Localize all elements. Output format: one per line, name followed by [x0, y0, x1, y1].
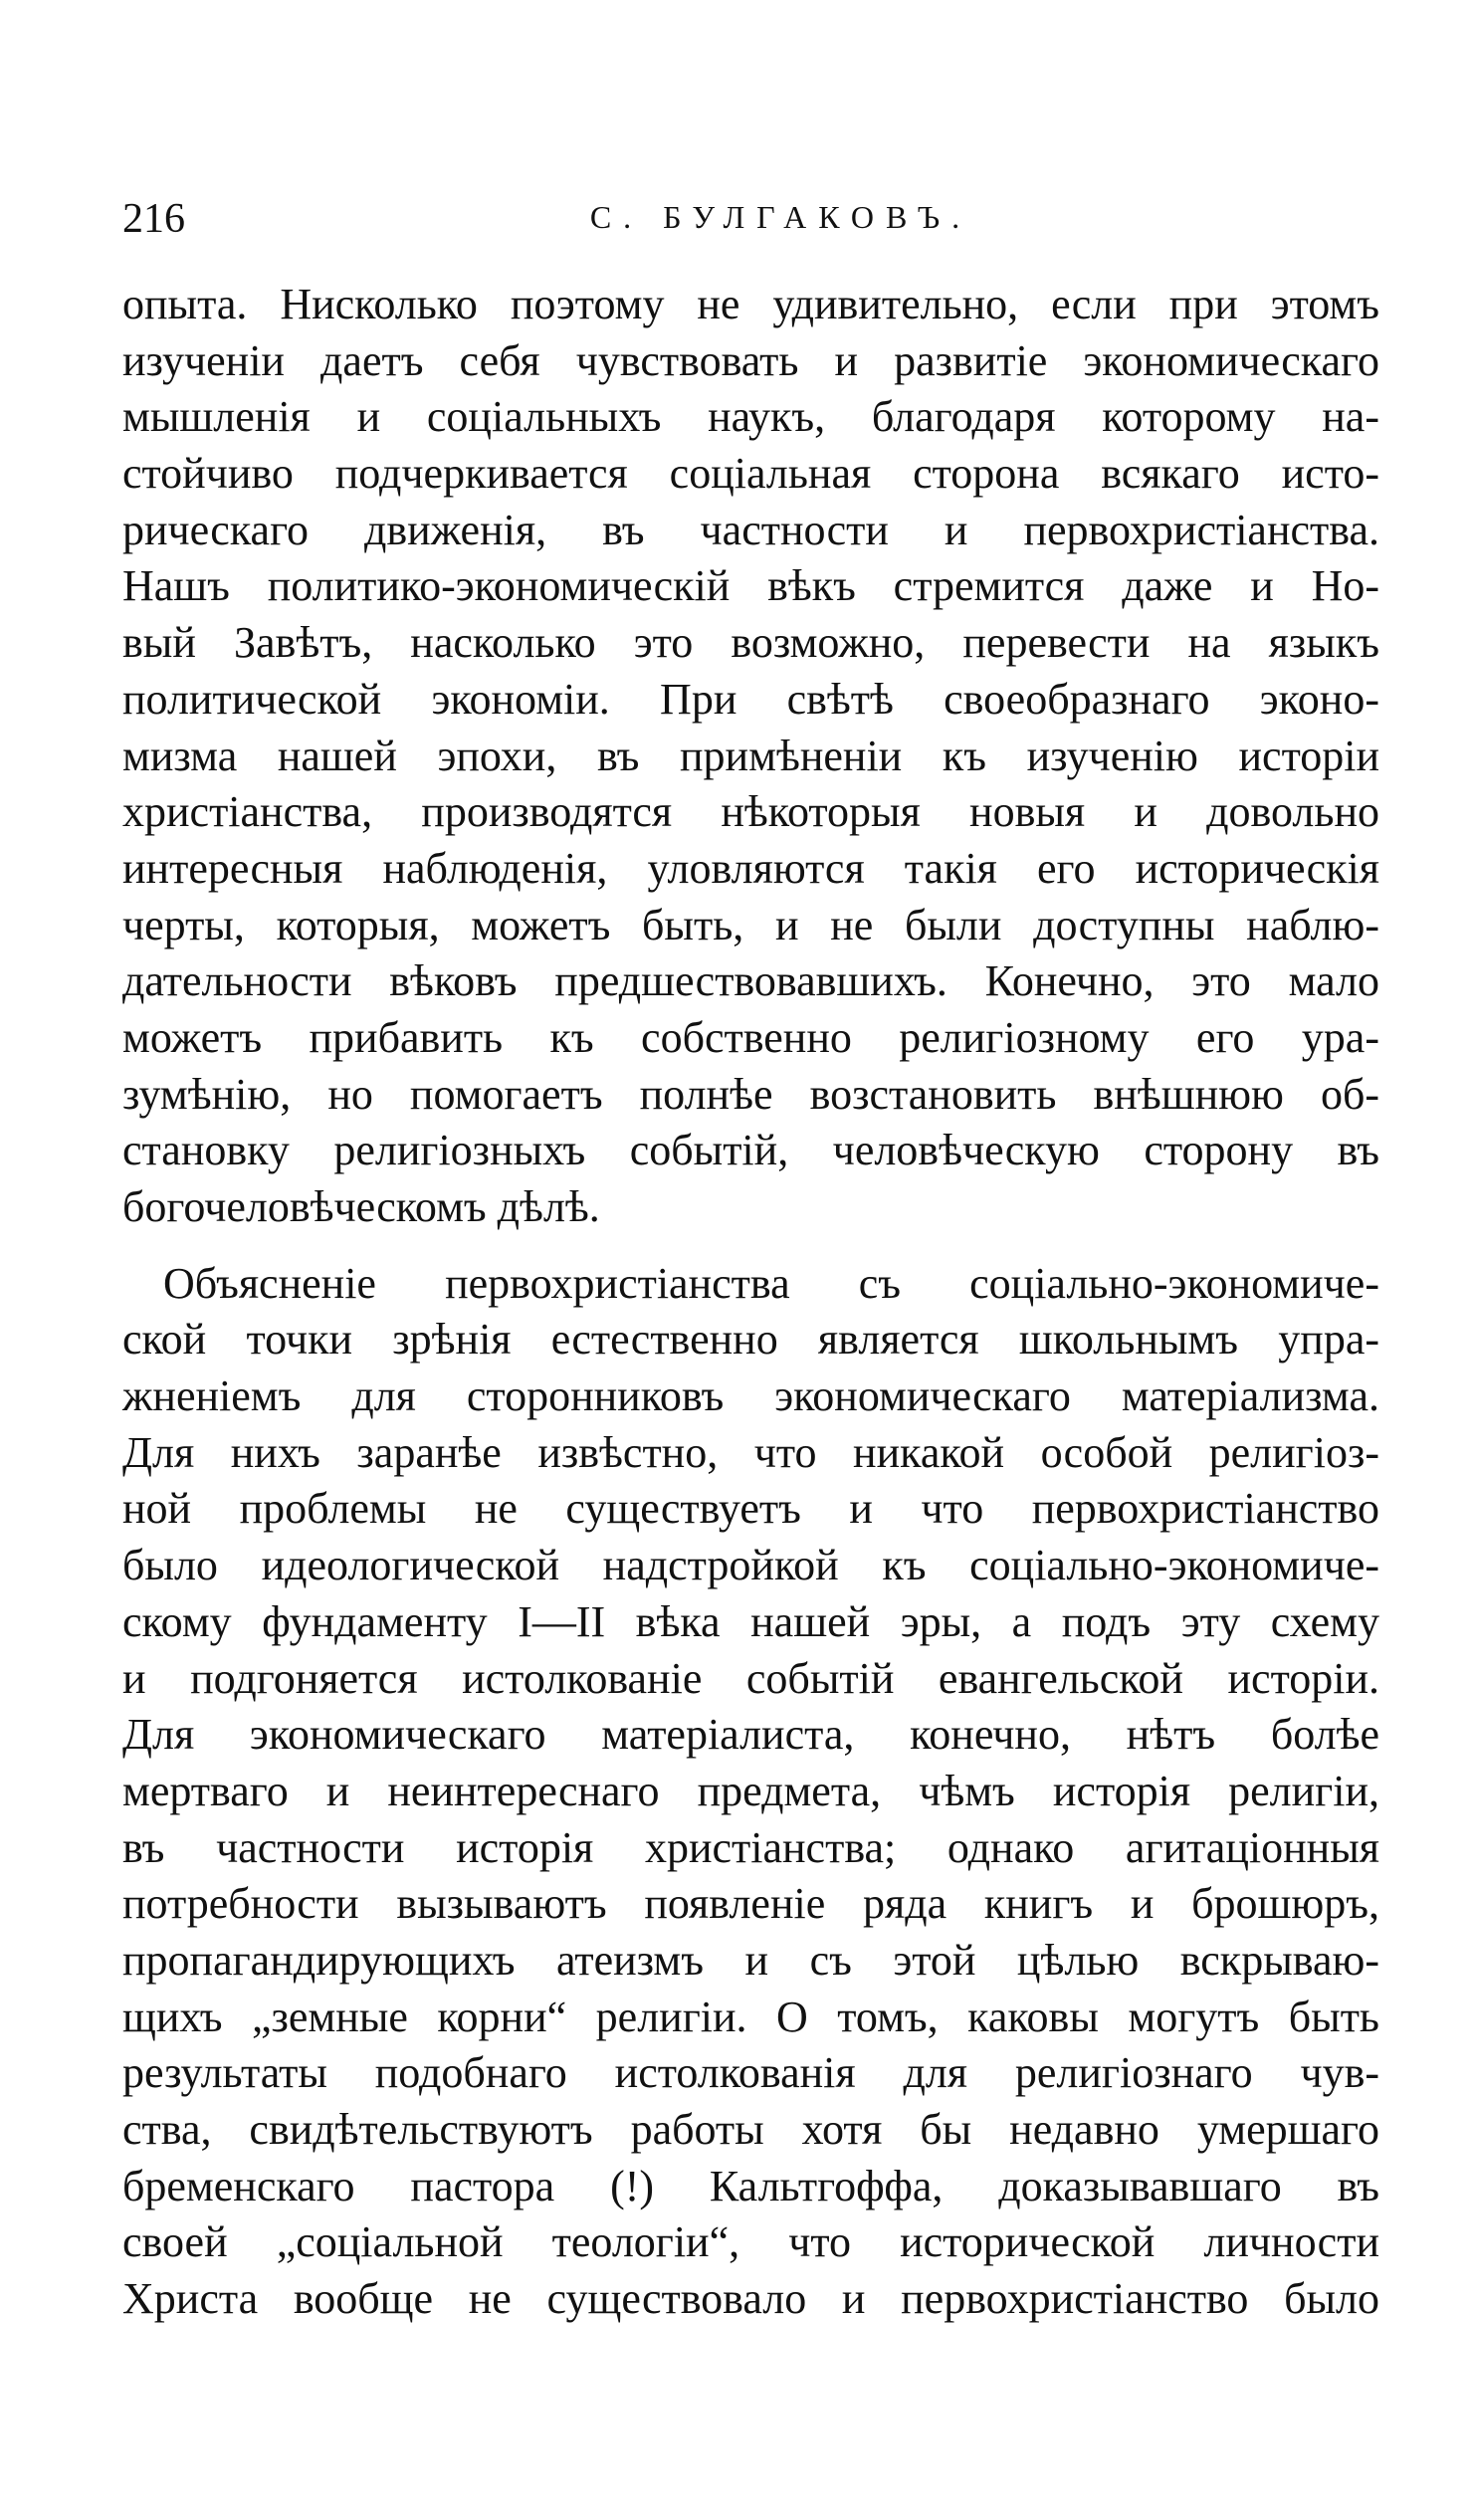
text-line: результаты подобнаго истолкованія для религіознаго чув- [122, 2048, 1379, 2098]
text-line: Объясненіе первохристіанства съ соціально-экономиче- [163, 1258, 1379, 1308]
text-line: опыта. Нисколько поэтому не удивительно, если при этомъ [122, 280, 1379, 328]
paragraph [122, 1256, 1379, 2328]
page-number: 216 [122, 196, 185, 242]
text-line: Для экономическаго матеріалиста, конечно, нѣтъ болѣе [122, 1710, 1379, 1760]
text-line: своей „соціальной теологіи“, что исторической личности [122, 2217, 1379, 2267]
text-line: интересныя наблюденія, уловляются такія его историческія [122, 843, 1379, 893]
text-line: мертваго и неинтереснаго предмета, чѣмъ исторія религіи, [122, 1766, 1379, 1815]
text-line: щихъ „земные корни“ религіи. О томъ, каковы могутъ быть [122, 1992, 1379, 2041]
text-line: рическаго движенія, въ частности и первохристіанства. [122, 505, 1379, 554]
page-header [122, 195, 1379, 247]
text-line: ства, свидѣтельствуютъ работы хотя бы недавно умершаго [122, 2105, 1379, 2154]
text-line: зумѣнію, но помогаетъ полнѣе возстановить внѣшнюю об- [122, 1069, 1379, 1119]
text-line: Христа вообще не существовало и первохристіанство было [122, 2274, 1379, 2324]
running-title: С. БУЛГАКОВЪ. [589, 199, 972, 235]
text-line: скому фундаменту I—II вѣка нашей эры, а подъ эту схему [122, 1596, 1379, 1646]
text-line: дательности вѣковъ предшествовавшихъ. Конечно, это мало [122, 956, 1379, 1006]
text-line: стойчиво подчеркивается соціальная сторона всякаго исто- [122, 449, 1379, 499]
text-line: Нашъ политико-экономическій вѣкъ стремится даже и Но- [122, 561, 1379, 611]
text-line: богочеловѣческомъ дѣлѣ. [122, 1182, 600, 1231]
text-line: и подгоняется истолкованіе событій евангельской исторіи. [122, 1653, 1379, 1703]
text-line: было идеологической надстройкой къ соціально-экономиче- [122, 1541, 1379, 1590]
page-body [122, 277, 1379, 2328]
text-line: христіанства, производятся нѣкоторыя новыя и довольно [122, 787, 1379, 837]
text-line: черты, которыя, можетъ быть, и не были доступны наблю- [122, 900, 1379, 949]
text-line: жненіемъ для сторонниковъ экономическаго матеріализма. [122, 1371, 1379, 1421]
text-line: Для нихъ заранѣе извѣстно, что никакой особой религіоз- [122, 1427, 1379, 1477]
text-line: въ частности исторія христіанства; однако агитаціонныя [122, 1822, 1379, 1872]
text-line: становку религіозныхъ событій, человѣческую сторону въ [122, 1126, 1379, 1175]
text-line: мышленія и соціальныхъ наукъ, благодаря которому на- [122, 392, 1379, 442]
text-line: изученіи даетъ себя чувствовать и развитіе экономическаго [122, 335, 1379, 385]
text-line: политической экономіи. При свѣтѣ своеобразнаго эконо- [122, 674, 1379, 724]
paragraph [122, 277, 1379, 1236]
text-line: ной проблемы не существуетъ и что первохристіанство [122, 1484, 1379, 1534]
text-line: пропагандирующихъ атеизмъ и съ этой цѣлью вскрываю- [122, 1935, 1379, 1985]
text-line: бременскаго пастора (!) Кальтгоффа, доказывавшаго въ [122, 2161, 1379, 2210]
text-line: потребности вызываютъ появленіе ряда книгъ и брошюръ, [122, 1879, 1379, 1929]
text-line: ской точки зрѣнія естественно является школьнымъ упра- [122, 1315, 1379, 1365]
text-line: вый Завѣтъ, насколько это возможно, перевести на языкъ [122, 618, 1379, 668]
text-line: можетъ прибавить къ собственно религіозному его ура- [122, 1012, 1379, 1062]
text-line: мизма нашей эпохи, въ примѣненіи къ изученію исторіи [122, 731, 1379, 780]
